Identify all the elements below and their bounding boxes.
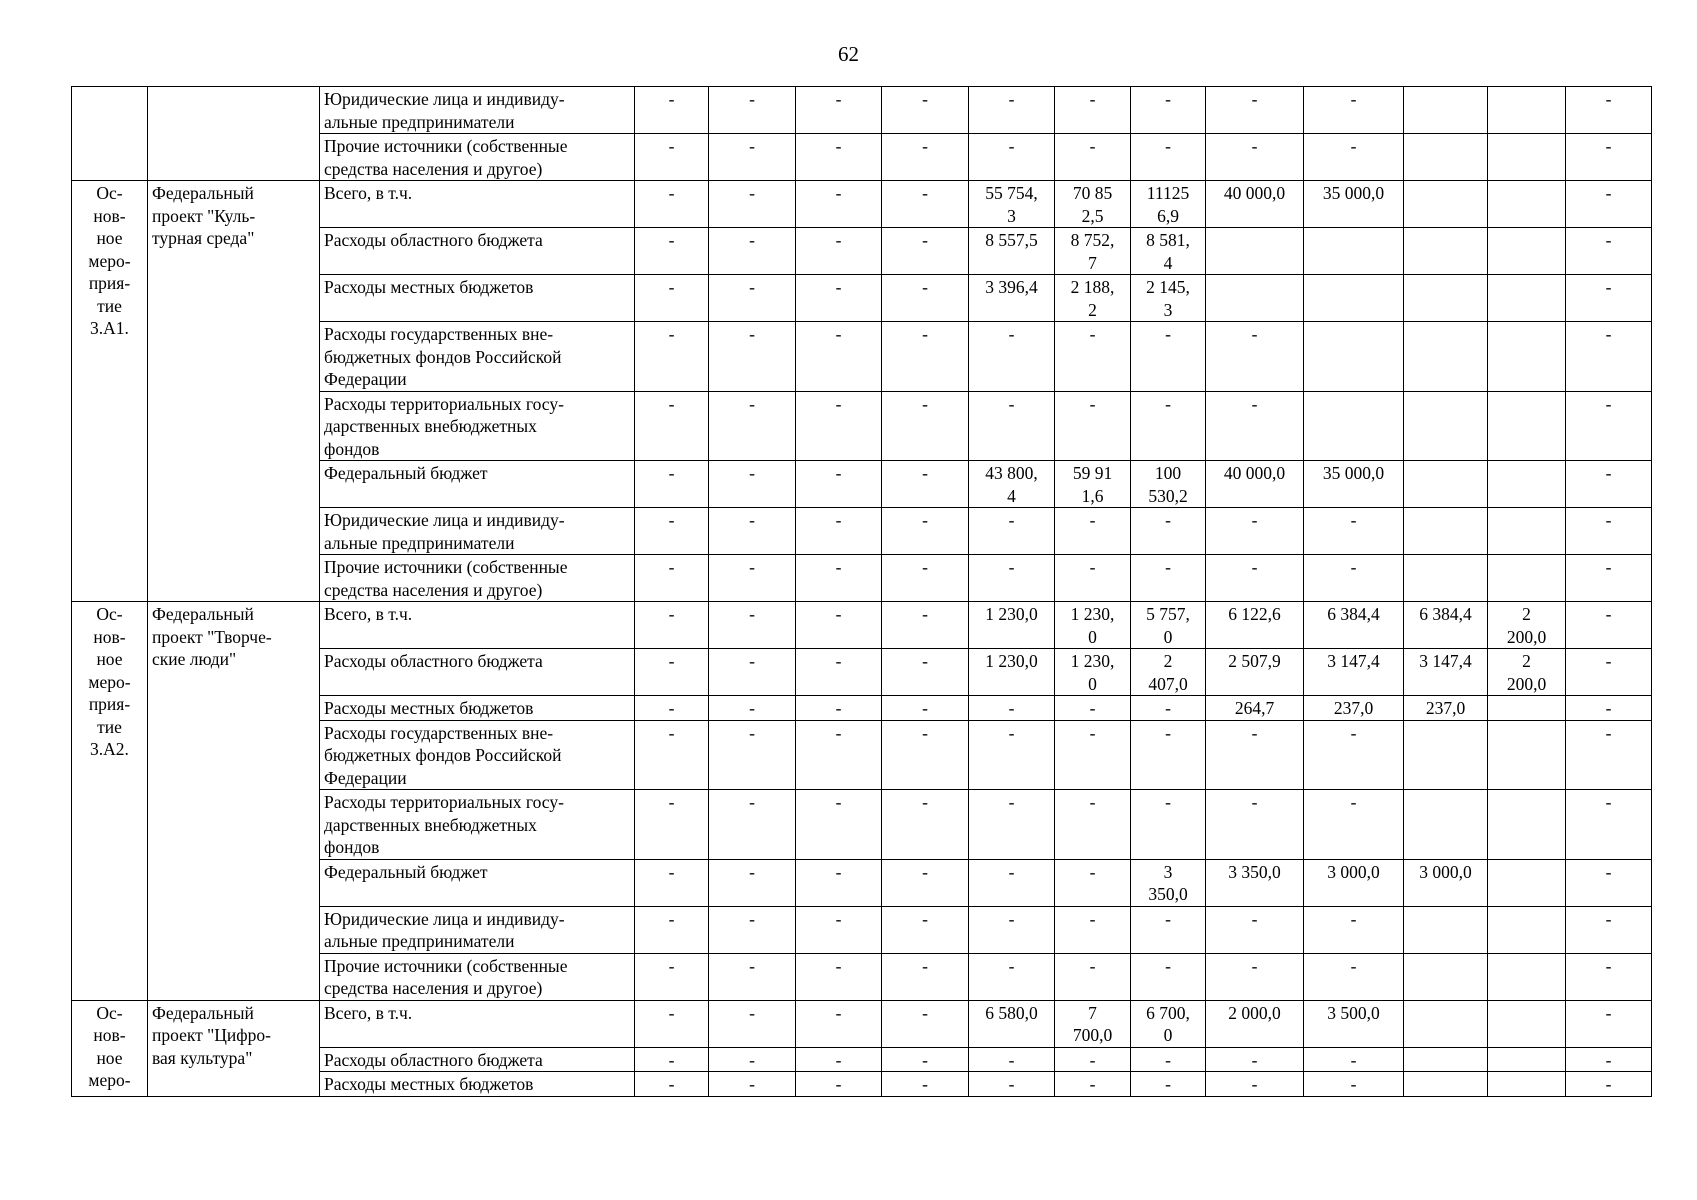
value-cell: -	[709, 391, 796, 461]
value-cell: -	[1566, 696, 1652, 721]
value-cell: -	[1206, 555, 1304, 602]
project-cell: Федеральный проект "Творче- ские люди"	[148, 602, 320, 1001]
value-cell: -	[1131, 1072, 1206, 1097]
value-cell: -	[1131, 953, 1206, 1000]
project-cell: Федеральный проект "Куль- турная среда"	[148, 181, 320, 602]
value-cell: -	[1304, 555, 1404, 602]
value-cell: -	[1304, 1072, 1404, 1097]
value-cell: -	[969, 696, 1055, 721]
value-cell	[1206, 275, 1304, 322]
value-cell: -	[1206, 322, 1304, 392]
value-cell: -	[1055, 391, 1131, 461]
value-cell: -	[796, 555, 882, 602]
value-cell: 35 000,0	[1304, 181, 1404, 228]
value-cell: -	[1566, 508, 1652, 555]
value-cell: -	[635, 1000, 709, 1047]
value-cell: -	[1566, 322, 1652, 392]
value-cell: 6 384,4	[1304, 602, 1404, 649]
value-cell: -	[709, 953, 796, 1000]
value-cell	[1488, 720, 1566, 790]
value-cell: -	[1206, 953, 1304, 1000]
funding-source-cell: Прочие источники (собственные средства населения и другое)	[320, 953, 635, 1000]
value-cell: -	[635, 859, 709, 906]
value-cell: -	[709, 790, 796, 860]
value-cell: -	[635, 906, 709, 953]
value-cell	[1488, 461, 1566, 508]
value-cell: -	[882, 602, 969, 649]
value-cell	[1404, 790, 1488, 860]
value-cell: -	[635, 953, 709, 1000]
table-row	[72, 87, 1652, 134]
value-cell	[1404, 391, 1488, 461]
value-cell: -	[882, 87, 969, 134]
value-cell: -	[1304, 720, 1404, 790]
funding-source-cell: Федеральный бюджет	[320, 859, 635, 906]
funding-source-cell: Расходы областного бюджета	[320, 1047, 635, 1072]
value-cell	[1488, 1047, 1566, 1072]
value-cell: -	[635, 134, 709, 181]
value-cell: -	[882, 228, 969, 275]
funding-source-cell: Федеральный бюджет	[320, 461, 635, 508]
value-cell: -	[796, 602, 882, 649]
value-cell: -	[882, 508, 969, 555]
funding-source-cell: Расходы местных бюджетов	[320, 696, 635, 721]
value-cell: -	[1131, 134, 1206, 181]
value-cell: 2 000,0	[1206, 1000, 1304, 1047]
value-cell: -	[969, 720, 1055, 790]
value-cell: -	[709, 508, 796, 555]
value-cell: -	[969, 87, 1055, 134]
value-cell: -	[635, 1072, 709, 1097]
value-cell: 59 91 1,6	[1055, 461, 1131, 508]
value-cell	[1488, 181, 1566, 228]
table-row	[72, 181, 1652, 228]
value-cell: -	[1131, 696, 1206, 721]
value-cell: -	[1206, 790, 1304, 860]
value-cell: 6 384,4	[1404, 602, 1488, 649]
value-cell: -	[1131, 1047, 1206, 1072]
value-cell: -	[1131, 391, 1206, 461]
value-cell: -	[1055, 87, 1131, 134]
funding-source-cell: Прочие источники (собственные средства населения и другое)	[320, 555, 635, 602]
value-cell: 1 230, 0	[1055, 649, 1131, 696]
value-cell	[1488, 1000, 1566, 1047]
value-cell: -	[1131, 720, 1206, 790]
value-cell: 5 757, 0	[1131, 602, 1206, 649]
value-cell: -	[1304, 87, 1404, 134]
value-cell: -	[635, 87, 709, 134]
value-cell: -	[709, 602, 796, 649]
value-cell	[1488, 859, 1566, 906]
value-cell: 55 754, 3	[969, 181, 1055, 228]
value-cell: -	[796, 720, 882, 790]
value-cell: -	[1131, 87, 1206, 134]
value-cell: 8 557,5	[969, 228, 1055, 275]
value-cell: -	[709, 87, 796, 134]
value-cell: 7 700,0	[1055, 1000, 1131, 1047]
value-cell: 3 350,0	[1206, 859, 1304, 906]
value-cell: -	[796, 1000, 882, 1047]
value-cell: -	[635, 322, 709, 392]
value-cell: -	[1055, 508, 1131, 555]
value-cell: -	[796, 322, 882, 392]
value-cell: -	[1566, 134, 1652, 181]
value-cell: 2 200,0	[1488, 602, 1566, 649]
value-cell: 6 122,6	[1206, 602, 1304, 649]
value-cell: 40 000,0	[1206, 181, 1304, 228]
value-cell: -	[1304, 134, 1404, 181]
value-cell: 3 500,0	[1304, 1000, 1404, 1047]
value-cell: -	[969, 508, 1055, 555]
value-cell: -	[709, 696, 796, 721]
value-cell: -	[635, 461, 709, 508]
value-cell: 3 147,4	[1304, 649, 1404, 696]
value-cell: 3 147,4	[1404, 649, 1488, 696]
value-cell: -	[882, 696, 969, 721]
value-cell: -	[796, 508, 882, 555]
value-cell: 1 230,0	[969, 602, 1055, 649]
value-cell: 1 230,0	[969, 649, 1055, 696]
value-cell: -	[709, 275, 796, 322]
funding-source-cell: Расходы территориальных госу- дарственных внебюджетных фондов	[320, 391, 635, 461]
activity-cell: Ос- нов- ное меро- прия- тие 3.А1.	[72, 181, 148, 602]
value-cell: -	[796, 391, 882, 461]
value-cell: -	[796, 859, 882, 906]
value-cell: -	[882, 906, 969, 953]
value-cell	[1488, 790, 1566, 860]
value-cell: -	[709, 322, 796, 392]
value-cell: 2 200,0	[1488, 649, 1566, 696]
funding-source-cell: Расходы территориальных госу- дарственных внебюджетных фондов	[320, 790, 635, 860]
value-cell: -	[709, 134, 796, 181]
value-cell: -	[1206, 87, 1304, 134]
funding-source-cell: Расходы местных бюджетов	[320, 275, 635, 322]
value-cell: -	[796, 1072, 882, 1097]
value-cell: 43 800, 4	[969, 461, 1055, 508]
value-cell	[1404, 508, 1488, 555]
value-cell: -	[1566, 953, 1652, 1000]
value-cell: -	[709, 649, 796, 696]
value-cell: -	[969, 322, 1055, 392]
value-cell	[1404, 181, 1488, 228]
value-cell	[1304, 228, 1404, 275]
value-cell	[1488, 906, 1566, 953]
value-cell: -	[882, 790, 969, 860]
activity-cell	[72, 87, 148, 181]
funding-source-cell: Юридические лица и индивиду- альные предприниматели	[320, 906, 635, 953]
value-cell: -	[1566, 906, 1652, 953]
value-cell: 8 581, 4	[1131, 228, 1206, 275]
value-cell: -	[1206, 134, 1304, 181]
value-cell: -	[796, 228, 882, 275]
value-cell	[1404, 275, 1488, 322]
value-cell: 3 350,0	[1131, 859, 1206, 906]
value-cell	[1488, 322, 1566, 392]
value-cell: -	[882, 720, 969, 790]
value-cell: -	[1566, 720, 1652, 790]
budget-table	[71, 86, 1652, 1097]
value-cell: -	[1055, 696, 1131, 721]
value-cell: 70 85 2,5	[1055, 181, 1131, 228]
project-cell	[148, 87, 320, 181]
value-cell: -	[635, 696, 709, 721]
value-cell: -	[709, 555, 796, 602]
value-cell: -	[1304, 953, 1404, 1000]
value-cell: -	[969, 906, 1055, 953]
value-cell: -	[1566, 1000, 1652, 1047]
value-cell: 1 230, 0	[1055, 602, 1131, 649]
value-cell: 2 188, 2	[1055, 275, 1131, 322]
value-cell	[1404, 555, 1488, 602]
funding-source-cell: Расходы областного бюджета	[320, 649, 635, 696]
value-cell: -	[796, 87, 882, 134]
value-cell	[1404, 1072, 1488, 1097]
value-cell: -	[1566, 859, 1652, 906]
value-cell	[1488, 87, 1566, 134]
value-cell: -	[709, 906, 796, 953]
funding-source-cell: Всего, в т.ч.	[320, 1000, 635, 1047]
value-cell: -	[709, 228, 796, 275]
funding-source-cell: Юридические лица и индивиду- альные предприниматели	[320, 508, 635, 555]
value-cell: -	[1566, 391, 1652, 461]
funding-source-cell: Юридические лица и индивиду- альные предприниматели	[320, 87, 635, 134]
value-cell: -	[882, 649, 969, 696]
value-cell	[1488, 275, 1566, 322]
value-cell: -	[709, 461, 796, 508]
value-cell: -	[1131, 555, 1206, 602]
value-cell: 100 530,2	[1131, 461, 1206, 508]
value-cell: -	[1055, 906, 1131, 953]
value-cell	[1488, 508, 1566, 555]
value-cell: 237,0	[1404, 696, 1488, 721]
value-cell: -	[1055, 322, 1131, 392]
value-cell: -	[882, 1000, 969, 1047]
value-cell: -	[709, 1072, 796, 1097]
value-cell	[1404, 322, 1488, 392]
value-cell: -	[1055, 859, 1131, 906]
value-cell: -	[1206, 1047, 1304, 1072]
value-cell: -	[1566, 275, 1652, 322]
value-cell: -	[882, 275, 969, 322]
value-cell: -	[1055, 1072, 1131, 1097]
value-cell	[1206, 228, 1304, 275]
value-cell: -	[1304, 508, 1404, 555]
value-cell: -	[969, 1072, 1055, 1097]
value-cell: 2 507,9	[1206, 649, 1304, 696]
value-cell: -	[635, 275, 709, 322]
value-cell	[1404, 906, 1488, 953]
value-cell: -	[882, 461, 969, 508]
funding-source-cell: Расходы государственных вне- бюджетных фондов Российской Федерации	[320, 720, 635, 790]
value-cell	[1404, 87, 1488, 134]
value-cell: -	[1206, 720, 1304, 790]
value-cell	[1404, 134, 1488, 181]
value-cell: -	[1206, 508, 1304, 555]
project-cell: Федеральный проект "Цифро- вая культура"	[148, 1000, 320, 1096]
value-cell: -	[796, 649, 882, 696]
activity-cell: Ос- нов- ное меро- прия- тие 3.А2.	[72, 602, 148, 1001]
value-cell: -	[1131, 322, 1206, 392]
funding-source-cell: Расходы областного бюджета	[320, 228, 635, 275]
value-cell: -	[1055, 1047, 1131, 1072]
value-cell: -	[1566, 461, 1652, 508]
value-cell	[1304, 275, 1404, 322]
value-cell: -	[796, 790, 882, 860]
value-cell: -	[796, 134, 882, 181]
value-cell: -	[1206, 906, 1304, 953]
page-number: 62	[838, 42, 859, 66]
value-cell: -	[796, 275, 882, 322]
value-cell: -	[796, 181, 882, 228]
value-cell: -	[1566, 1072, 1652, 1097]
funding-source-cell: Всего, в т.ч.	[320, 181, 635, 228]
value-cell	[1488, 696, 1566, 721]
value-cell	[1404, 953, 1488, 1000]
value-cell: -	[796, 953, 882, 1000]
value-cell: -	[635, 1047, 709, 1072]
value-cell: -	[1566, 790, 1652, 860]
value-cell: -	[1055, 790, 1131, 860]
value-cell	[1404, 461, 1488, 508]
value-cell: 2 145, 3	[1131, 275, 1206, 322]
value-cell: -	[969, 555, 1055, 602]
value-cell: -	[796, 1047, 882, 1072]
activity-cell: Ос- нов- ное меро-	[72, 1000, 148, 1096]
value-cell	[1404, 720, 1488, 790]
value-cell: -	[635, 602, 709, 649]
value-cell: 35 000,0	[1304, 461, 1404, 508]
value-cell	[1488, 391, 1566, 461]
funding-source-cell: Расходы местных бюджетов	[320, 1072, 635, 1097]
value-cell: 2 407,0	[1131, 649, 1206, 696]
value-cell	[1304, 391, 1404, 461]
value-cell: -	[882, 181, 969, 228]
value-cell: 3 000,0	[1304, 859, 1404, 906]
value-cell: -	[969, 859, 1055, 906]
value-cell: 11125 6,9	[1131, 181, 1206, 228]
value-cell: -	[709, 859, 796, 906]
value-cell: -	[882, 1072, 969, 1097]
funding-source-cell: Расходы государственных вне- бюджетных фондов Российской Федерации	[320, 322, 635, 392]
value-cell: -	[969, 953, 1055, 1000]
value-cell: -	[635, 508, 709, 555]
value-cell: -	[882, 322, 969, 392]
value-cell: -	[1206, 391, 1304, 461]
value-cell: -	[969, 1047, 1055, 1072]
value-cell: -	[709, 720, 796, 790]
value-cell: -	[709, 1000, 796, 1047]
value-cell	[1404, 1047, 1488, 1072]
funding-source-cell: Прочие источники (собственные средства населения и другое)	[320, 134, 635, 181]
value-cell: -	[796, 696, 882, 721]
value-cell: -	[969, 391, 1055, 461]
value-cell: 8 752, 7	[1055, 228, 1131, 275]
value-cell: -	[969, 134, 1055, 181]
value-cell: -	[882, 391, 969, 461]
value-cell: -	[635, 391, 709, 461]
value-cell: -	[1206, 1072, 1304, 1097]
value-cell: 237,0	[1304, 696, 1404, 721]
value-cell: 6 580,0	[969, 1000, 1055, 1047]
value-cell	[1488, 228, 1566, 275]
value-cell: -	[1131, 508, 1206, 555]
value-cell: -	[882, 134, 969, 181]
value-cell: -	[796, 906, 882, 953]
value-cell	[1488, 953, 1566, 1000]
value-cell: -	[709, 181, 796, 228]
value-cell: -	[635, 790, 709, 860]
table-row	[72, 1000, 1652, 1047]
value-cell	[1404, 1000, 1488, 1047]
value-cell: 3 396,4	[969, 275, 1055, 322]
value-cell: -	[969, 790, 1055, 860]
value-cell: -	[882, 859, 969, 906]
value-cell: 264,7	[1206, 696, 1304, 721]
value-cell: -	[1055, 720, 1131, 790]
value-cell: -	[1304, 790, 1404, 860]
value-cell: -	[1566, 228, 1652, 275]
value-cell: -	[882, 953, 969, 1000]
value-cell: -	[1566, 181, 1652, 228]
value-cell: -	[1055, 134, 1131, 181]
value-cell: -	[1131, 790, 1206, 860]
value-cell	[1488, 1072, 1566, 1097]
value-cell: -	[796, 461, 882, 508]
value-cell: -	[635, 649, 709, 696]
value-cell: -	[1566, 87, 1652, 134]
value-cell: 3 000,0	[1404, 859, 1488, 906]
value-cell: -	[1566, 555, 1652, 602]
value-cell	[1304, 322, 1404, 392]
value-cell: 6 700, 0	[1131, 1000, 1206, 1047]
value-cell: -	[882, 1047, 969, 1072]
value-cell	[1488, 134, 1566, 181]
value-cell: 40 000,0	[1206, 461, 1304, 508]
value-cell: -	[1055, 953, 1131, 1000]
value-cell: -	[1566, 649, 1652, 696]
value-cell: -	[1566, 1047, 1652, 1072]
value-cell: -	[635, 181, 709, 228]
value-cell: -	[882, 555, 969, 602]
value-cell: -	[1304, 906, 1404, 953]
value-cell: -	[1304, 1047, 1404, 1072]
value-cell: -	[1055, 555, 1131, 602]
value-cell: -	[709, 1047, 796, 1072]
value-cell: -	[1131, 906, 1206, 953]
value-cell	[1404, 228, 1488, 275]
table-row	[72, 602, 1652, 649]
value-cell	[1488, 555, 1566, 602]
funding-source-cell: Всего, в т.ч.	[320, 602, 635, 649]
value-cell: -	[635, 228, 709, 275]
value-cell: -	[635, 720, 709, 790]
value-cell: -	[1566, 602, 1652, 649]
value-cell: -	[635, 555, 709, 602]
